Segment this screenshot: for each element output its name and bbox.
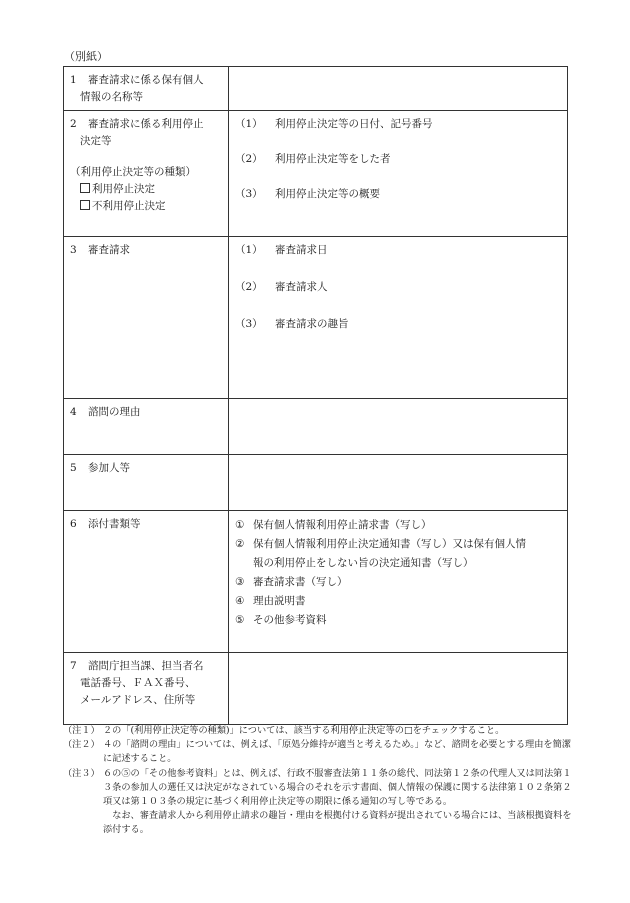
- notes-section: [63, 724, 573, 838]
- checkbox-icon[interactable]: [80, 200, 90, 210]
- decision-types-heading: （利用停止決定等の種類）: [70, 166, 196, 178]
- row-4: [64, 399, 568, 455]
- row-6-label: 6 添付書類等: [64, 511, 229, 653]
- checkbox-non-usage-stop-decision[interactable]: 不利用停止決定: [70, 198, 222, 215]
- row-4-value[interactable]: [229, 399, 568, 455]
- checkbox-icon[interactable]: [80, 183, 90, 193]
- row-5: [64, 455, 568, 511]
- attachment-item: ① 保有個人情報利用停止請求書（写し）: [235, 519, 432, 531]
- note-1: （注１） ２の「(利用停止決定等の種類)」については、該当する利用停止決定等の□をチェックすること。: [63, 725, 505, 736]
- note-3: （注３） ６の⑤の「その他参考資料」とは、例えば、行政不服審査法第１１条の総代、同法第１２条の代理人又は同法第１３条の参加人の選任又は決定がなされている場合のそれを示す書面、個人情報の保護に関する法律第１０２条第２項又は第１０３条の規定に基づく利用停止決定等の期限に係る通知の写し等である。 なお、審査請求人から利用停止請求の趣旨・理由を根拠付ける資料が提出されている場合には、当該根拠資料を添付する。: [63, 767, 572, 836]
- row-1-value[interactable]: [229, 67, 568, 111]
- sub-item: （1） 審査請求日: [235, 244, 328, 256]
- row-4-label: 4 諮問の理由: [64, 399, 229, 455]
- row-2: [64, 111, 568, 237]
- row-7-label: 7 諮問庁担当課、担当者名 電話番号、ＦＡＸ番号、 メールアドレス、住所等: [64, 653, 229, 725]
- sub-item: （3） 利用停止決定等の概要: [235, 188, 380, 200]
- row-1-label: 1 審査請求に係る保有個人 情報の名称等: [64, 67, 229, 111]
- attachment-item-continuation: 報の利用停止をしない旨の決定通知書（写し）: [253, 557, 474, 569]
- row-3-label: 3 審査請求: [64, 237, 229, 399]
- sub-item: （2） 審査請求人: [235, 281, 328, 293]
- note-2: （注２） ４の「諮問の理由」については、例えば、「原処分維持が適当と考えるため。」など、諮問を必要とする理由を簡潔に記述すること。: [63, 739, 571, 765]
- sub-item: （1） 利用停止決定等の日付、記号番号: [235, 118, 433, 130]
- row-6: [64, 511, 568, 653]
- row-5-label: 5 参加人等: [64, 455, 229, 511]
- row-5-value[interactable]: [229, 455, 568, 511]
- row-1: [64, 67, 568, 111]
- attachment-item: ② 保有個人情報利用停止決定通知書（写し）又は保有個人情: [235, 538, 526, 550]
- sub-item: （3） 審査請求の趣旨: [235, 318, 349, 330]
- row-2-value: [229, 111, 568, 237]
- row-6-value: [229, 511, 568, 653]
- row-7: [64, 653, 568, 725]
- row-3: [64, 237, 568, 399]
- checkbox-usage-stop-decision[interactable]: 利用停止決定: [70, 181, 222, 198]
- review-request-form-table: [63, 66, 568, 725]
- attachment-item: ④ 理由説明書: [235, 595, 306, 607]
- annex-label: （別紙）: [64, 50, 108, 63]
- row-3-value: [229, 237, 568, 399]
- sub-item: （2） 利用停止決定等をした者: [235, 153, 391, 165]
- attachment-item: ③ 審査請求書（写し）: [235, 576, 348, 588]
- row-2-label: 2 審査請求に係る利用停止 決定等 （利用停止決定等の種類） 利用停止決定 不利用停止決定: [64, 111, 229, 237]
- attachment-item: ⑤ その他参考資料: [235, 614, 327, 626]
- row-7-value[interactable]: [229, 653, 568, 725]
